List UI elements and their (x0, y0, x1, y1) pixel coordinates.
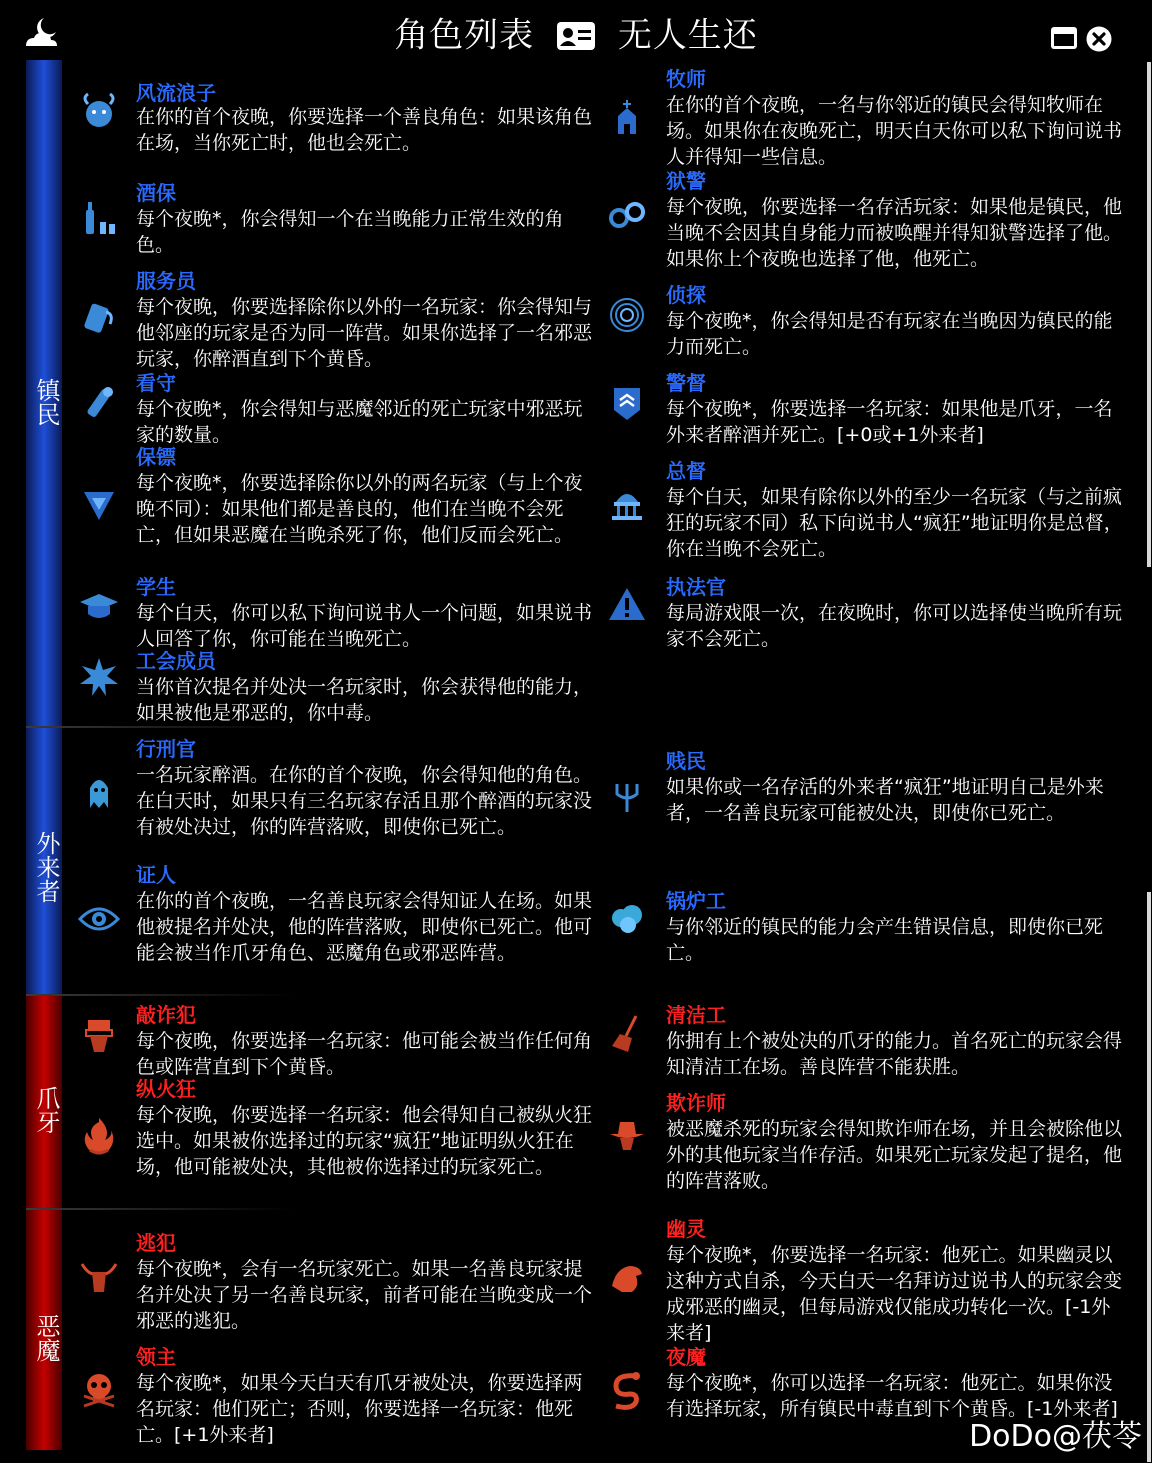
role-name[interactable]: 夜魔 (666, 1345, 706, 1369)
role-description: 一名玩家醉酒。在你的首个夜晚，你会得知他的角色。在白天时，如果只有三名玩家存活且那个醉酒的玩家没有被处决过，你的阵营落败，即使你已死亡。 (136, 764, 593, 838)
section-outsider: 外来者 (32, 831, 60, 903)
window-icon[interactable] (1050, 26, 1078, 50)
steam-cloud-icon (606, 898, 648, 940)
role-description: 每个夜晚*，你会得知与恶魔邻近的死亡玩家中邪恶玩家的数量。 (136, 398, 583, 446)
beast-icon (606, 1256, 648, 1298)
section-townsfolk: 镇民 (32, 378, 60, 426)
beer-mug-icon (78, 296, 120, 338)
role-name[interactable]: 锅炉工 (666, 889, 726, 913)
role-name[interactable]: 贱民 (666, 749, 706, 773)
fire-icon (78, 1114, 120, 1156)
fingerprint-icon (606, 294, 648, 336)
scrollbar[interactable] (1146, 62, 1152, 1462)
role-name[interactable]: 证人 (136, 863, 176, 887)
church-icon (606, 96, 648, 138)
role-name[interactable]: 风流浪子 (136, 81, 216, 105)
role-description: 如果你或一名存活的外来者“疯狂”地证明自己是外来者，一名善良玩家可能被处决，即使你已死亡。 (666, 776, 1104, 824)
graduation-cap-icon (78, 584, 120, 626)
section-minion: 爪牙 (32, 1086, 60, 1134)
section-divider (26, 1208, 296, 1210)
flashlight-icon (78, 382, 120, 424)
role-description: 每个夜晚*，如果今天白天有爪牙被处决，你要选择两名玩家：他们死亡；否则，你要选择一名玩家：他死亡。[+1外来者] (136, 1372, 583, 1446)
role-description: 在你的首个夜晚，一名与你邻近的镇民会得知牧师在场。如果你在夜晚死亡，明天白天你可以私下询问说书人并得知一些信息。 (666, 94, 1123, 168)
role-description: 每局游戏限一次，在夜晚时，你可以选择使当晚所有玩家不会死亡。 (666, 602, 1123, 650)
role-name[interactable]: 服务员 (136, 269, 196, 293)
role-name[interactable]: 警督 (666, 371, 706, 395)
role-name[interactable]: 工会成员 (136, 649, 216, 673)
role-description: 在你的首个夜晚，一名善良玩家会得知证人在场。如果他被提名并处决，他的阵营落败，即使你已死亡。他可能会被当作爪牙角色、恶魔角色或邪恶阵营。 (136, 890, 593, 964)
skull-icon (78, 1368, 120, 1410)
role-name[interactable]: 侦探 (666, 283, 706, 307)
title-right: 无人生还 (617, 15, 758, 56)
role-description: 每个夜晚*，你要选择除你以外的两名玩家（与上个夜晚不同）：如果他们都是善良的，他们在当晚不会死亡，但如果恶魔在当晚杀死了你，他们反而会死亡。 (136, 472, 583, 546)
bottles-icon (78, 196, 120, 238)
role-description: 每个白天，你可以私下询问说书人一个问题，如果说书人回答了你，你可能在当晚死亡。 (136, 602, 593, 650)
page-title (0, 12, 1152, 58)
role-name[interactable]: 幽灵 (666, 1217, 706, 1241)
header (0, 0, 1152, 62)
serpent-icon (606, 1368, 648, 1410)
burst-icon (78, 656, 120, 698)
role-name[interactable]: 看守 (136, 371, 176, 395)
role-description: 在你的首个夜晚，你要选择一个善良角色：如果该角色在场，当你死亡时，他也会死亡。 (136, 106, 593, 154)
role-description: 每个夜晚*，你会得知一个在当晚能力正常生效的角色。 (136, 208, 564, 256)
section-demon: 恶魔 (32, 1314, 60, 1362)
role-name[interactable]: 欺诈师 (666, 1091, 726, 1115)
role-name[interactable]: 保镖 (136, 445, 176, 469)
role-name[interactable]: 执法官 (666, 575, 726, 599)
police-badge-icon (606, 382, 648, 424)
section-divider (26, 726, 296, 728)
role-name[interactable]: 清洁工 (666, 1003, 726, 1027)
section-divider (26, 994, 296, 996)
role-name[interactable]: 狱警 (666, 169, 706, 193)
role-name[interactable]: 牧师 (666, 67, 706, 91)
role-description: 每个夜晚*，你会得知是否有玩家在当晚因为镇民的能力而死亡。 (666, 310, 1113, 358)
role-description: 每个夜晚，你要选择除你以外的一名玩家：你会得知与他邻座的玩家是否为同一阵营。如果你选择了一名邪恶玩家，你醉酒直到下个黄昏。 (136, 296, 593, 370)
role-description: 每个夜晚*，你可以选择一名玩家：他死亡。如果你没有选择玩家，所有镇民中毒直到下个黄昏。[-1外来者] (666, 1372, 1118, 1420)
warning-sign-icon (606, 584, 648, 626)
close-icon[interactable] (1086, 26, 1112, 52)
role-description: 每个夜晚，你要选择一名玩家：他会得知自己被纵火狂选中。如果被你选择过的玩家“疯狂”地证明纵火狂在场，他可能被处决，其他被你选择过的玩家死亡。 (136, 1104, 593, 1178)
robber-icon (78, 1014, 120, 1056)
shield-emblem-icon (78, 482, 120, 524)
cowboy-hat-icon (606, 1114, 648, 1156)
role-description: 每个夜晚*，你要选择一名玩家：他死亡。如果幽灵以这种方式自杀，今天白天一名拜访过说书人的玩家会变成邪恶的幽灵，但每局游戏仅能成功转化一次。[-1外来者] (666, 1244, 1123, 1344)
role-description: 当你首次提名并处决一名玩家时，你会获得他的能力，如果被他是邪恶的，你中毒。 (136, 676, 593, 724)
role-name[interactable]: 总督 (666, 459, 706, 483)
role-name[interactable]: 酒保 (136, 181, 176, 205)
ghost-icon (78, 770, 120, 812)
role-name[interactable]: 行刑官 (136, 737, 196, 761)
role-description: 每个白天，如果有除你以外的至少一名玩家（与之前疯狂的玩家不同）私下向说书人“疯狂”地证明你是总督，你在当晚不会死亡。 (666, 486, 1123, 560)
broom-icon (606, 1012, 648, 1054)
capitol-icon (606, 482, 648, 524)
bull-skull-icon (78, 1256, 120, 1298)
role-description: 每个夜晚，你要选择一名存活玩家：如果他是镇民，他当晚不会因其自身能力而被唤醒并得知狱警选择了他。如果你上个夜晚也选择了他，他死亡。 (666, 196, 1123, 270)
role-name[interactable]: 领主 (136, 1345, 176, 1369)
role-description: 每个夜晚*，你要选择一名玩家：如果他是爪牙，一名外来者醉酒并死亡。[+0或+1外来者] (666, 398, 1113, 446)
role-description: 与你邻近的镇民的能力会产生错误信息，即使你已死亡。 (666, 916, 1104, 964)
role-name[interactable]: 学生 (136, 575, 176, 599)
title-left: 角色列表 (394, 15, 535, 56)
eye-icon (78, 898, 120, 940)
watermark: DoDo@茯苓 (969, 1419, 1142, 1454)
crab-icon (78, 92, 120, 134)
role-name[interactable]: 逃犯 (136, 1231, 176, 1255)
role-description: 被恶魔杀死的玩家会得知欺诈师在场，并且会被除他以外的其他玩家当作存活。如果死亡玩家发起了提名，他的阵营落败。 (666, 1118, 1123, 1192)
role-name[interactable]: 敲诈犯 (136, 1003, 196, 1027)
role-description: 你拥有上个被处决的爪牙的能力。首名死亡的玩家会得知清洁工在场。善良阵营不能获胜。 (666, 1030, 1123, 1078)
role-description: 每个夜晚，你要选择一名玩家：他可能会被当作任何角色或阵营直到下个黄昏。 (136, 1030, 593, 1078)
role-name[interactable]: 纵火狂 (136, 1077, 196, 1101)
trident-icon (606, 774, 648, 816)
id-card-icon (556, 21, 596, 51)
role-description: 每个夜晚*，会有一名玩家死亡。如果一名善良玩家提名并处决了另一名善良玩家，前者可能在当晚变成一个邪恶的逃犯。 (136, 1258, 593, 1332)
handcuffs-icon (606, 194, 648, 236)
